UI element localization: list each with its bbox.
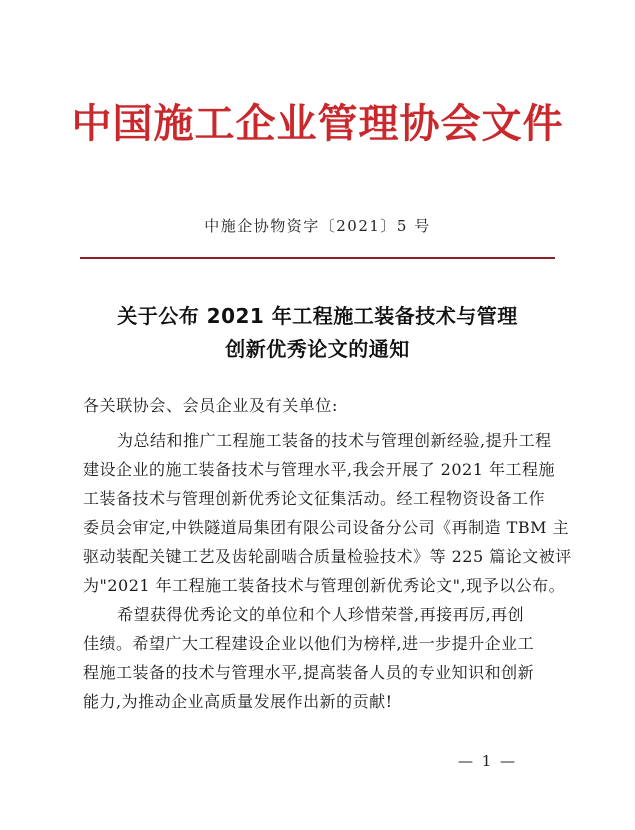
masthead-title: 中国施工企业管理协会文件 — [71, 100, 564, 147]
paragraph-1-line-6: 为"2021 年工程施工装备技术与管理创新优秀论文",现予以公布。 — [83, 576, 566, 595]
notice-heading-line-1: 关于公布 2021 年工程施工装备技术与管理 — [117, 304, 518, 328]
document-number: 中施企协物资字〔2021〕5 号 — [204, 217, 431, 235]
masthead — [0, 96, 635, 152]
page-footer — [0, 752, 635, 770]
notice-heading — [80, 300, 555, 366]
paragraph-1-line-3: 工装备技术与管理创新优秀论文征集活动。经工程物资设备工作 — [83, 489, 546, 508]
paragraph-1-line-2: 建设企业的施工装备技术与管理水平,我会开展了 2021 年工程施 — [83, 460, 555, 479]
paragraph-1-line-1 — [83, 426, 555, 455]
paragraph-1 — [83, 426, 572, 600]
red-separator-rule — [80, 257, 555, 259]
notice-heading-line-2: 创新优秀论文的通知 — [225, 337, 410, 361]
paragraph-2-line-3: 程施工装备的技术与管理水平,提高装备人员的专业知识和创新 — [83, 663, 535, 682]
paragraph-1-line-5: 驱动装配关键工艺及齿轮副啮合质量检验技术》等 225 篇论文被评 — [83, 547, 572, 566]
paragraph-1-line-1-text: 为总结和推广工程施工装备的技术与管理创新经验,提升工程 — [117, 431, 552, 450]
paragraph-2 — [83, 600, 555, 716]
paragraph-2-line-1-text: 希望获得优秀论文的单位和个人珍惜荣誉,再接再厉,再创 — [117, 605, 525, 624]
page-number: — 1 — — [457, 752, 518, 770]
salutation: 各关联协会、会员企业及有关单位: — [83, 396, 338, 415]
paragraph-2-line-1 — [83, 600, 555, 629]
paragraph-2-line-2: 佳绩。希望广大工程建设企业以他们为榜样,进一步提升企业工 — [83, 634, 535, 653]
paragraph-1-line-4: 委员会审定,中铁隧道局集团有限公司设备分公司《再制造 TBM 主 — [83, 518, 570, 537]
paragraph-2-line-4: 能力,为推动企业高质量发展作出新的贡献! — [83, 692, 393, 711]
document-body — [83, 392, 572, 716]
